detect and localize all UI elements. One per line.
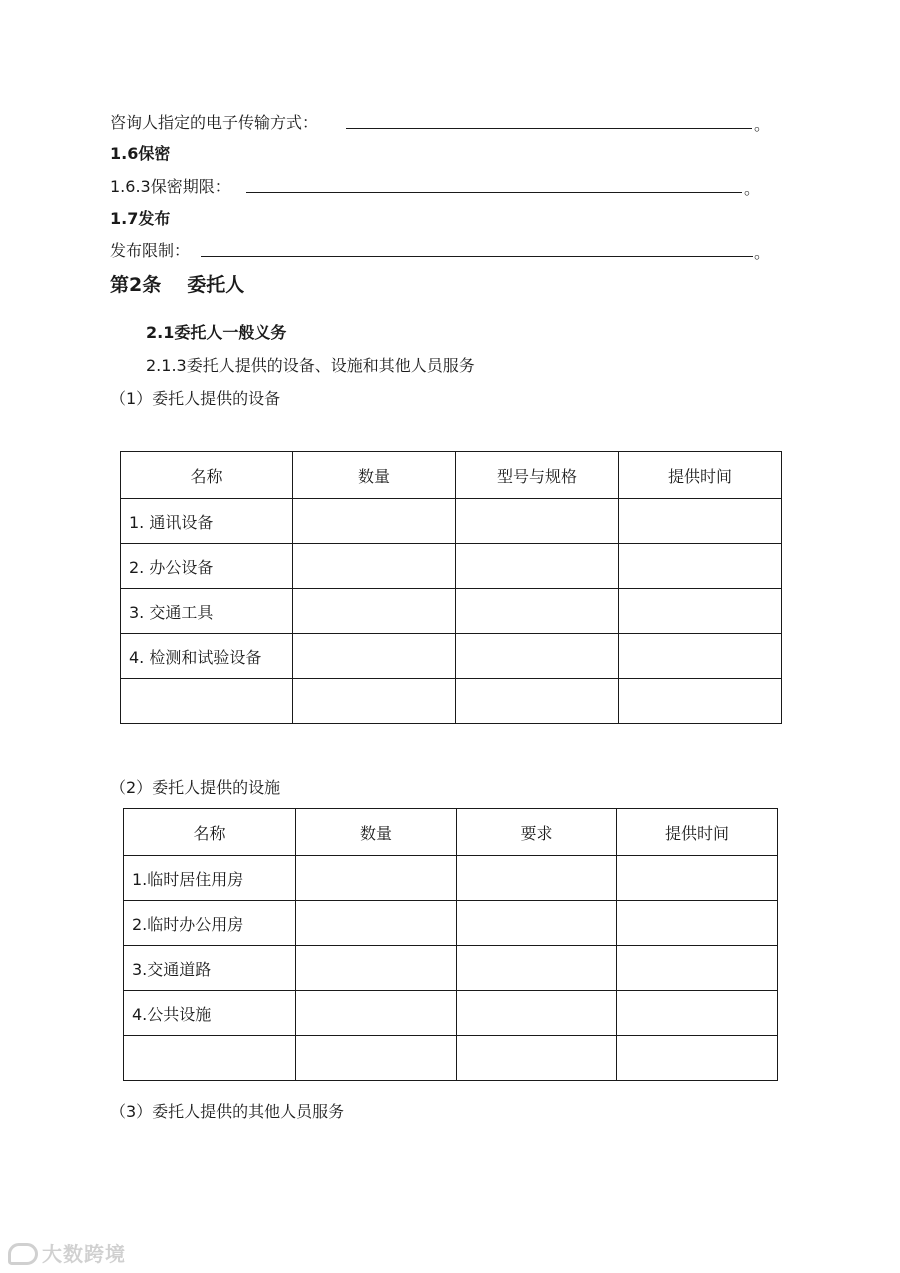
table-row (124, 946, 778, 991)
row-label: 2.临时办公用房 (124, 901, 296, 946)
table-cell (617, 856, 778, 901)
table-row (124, 901, 778, 946)
table-row (124, 856, 778, 901)
article-2-name: 委托人 (187, 274, 245, 296)
column-header: 要求 (457, 809, 617, 856)
table-cell (617, 991, 778, 1036)
table-cell (293, 679, 456, 724)
row-label (124, 1036, 296, 1081)
table-cell (456, 499, 619, 544)
publish-limit-label: 发布限制： (110, 241, 191, 260)
table-cell (293, 499, 456, 544)
table-cell (617, 901, 778, 946)
column-header: 提供时间 (617, 809, 778, 856)
facilities-caption: （2）委托人提供的设施 (110, 778, 281, 797)
table-cell (293, 589, 456, 634)
row-label (121, 679, 293, 724)
column-header: 名称 (121, 452, 293, 499)
transmission-line (110, 112, 318, 134)
table-cell (619, 679, 782, 724)
table-cell (457, 1036, 617, 1081)
article-2-title (110, 274, 244, 296)
watermark (8, 1238, 126, 1267)
table-cell (619, 544, 782, 589)
general-duties-heading: 2.1委托人一般义务 (146, 323, 287, 342)
table-cell (293, 634, 456, 679)
table-cell (293, 544, 456, 589)
table-cell (296, 946, 457, 991)
publish-limit-end: 。 (754, 243, 771, 262)
table-cell (296, 901, 457, 946)
table-cell (456, 634, 619, 679)
table-row (124, 1036, 778, 1081)
row-label: 4.公共设施 (124, 991, 296, 1036)
provided-items-heading: 2.1.3委托人提供的设备、设施和其他人员服务 (146, 356, 475, 375)
transmission-blank (346, 128, 752, 129)
table-cell (619, 499, 782, 544)
secrecy-heading: 1.6保密 (110, 144, 171, 163)
table-row (121, 499, 782, 544)
table-cell (296, 856, 457, 901)
publish-limit-blank (201, 256, 753, 257)
table-cell (619, 634, 782, 679)
table-header-row (124, 809, 778, 856)
transmission-end: 。 (754, 115, 771, 134)
watermark-text: 大数跨境 (42, 1242, 126, 1266)
table-cell (456, 544, 619, 589)
column-header: 型号与规格 (456, 452, 619, 499)
publish-heading: 1.7发布 (110, 209, 171, 228)
row-label: 4. 检测和试验设备 (121, 634, 293, 679)
row-label: 3. 交通工具 (121, 589, 293, 634)
services-caption: （3）委托人提供的其他人员服务 (110, 1102, 345, 1121)
row-label: 1. 通讯设备 (121, 499, 293, 544)
row-label: 2. 办公设备 (121, 544, 293, 589)
secrecy-period-end: 。 (744, 179, 761, 198)
table-cell (457, 991, 617, 1036)
table-row (121, 544, 782, 589)
table-cell (456, 589, 619, 634)
column-header: 名称 (124, 809, 296, 856)
row-label: 1.临时居住用房 (124, 856, 296, 901)
table-header-row (121, 452, 782, 499)
column-header: 提供时间 (619, 452, 782, 499)
column-header: 数量 (293, 452, 456, 499)
equipment-caption: （1）委托人提供的设备 (110, 389, 281, 408)
table-row (121, 589, 782, 634)
equipment-table (120, 451, 782, 724)
table-cell (617, 1036, 778, 1081)
table-cell (619, 589, 782, 634)
article-2-number: 第2条 (110, 274, 162, 296)
column-header: 数量 (296, 809, 457, 856)
secrecy-period-label: 1.6.3保密期限： (110, 177, 231, 196)
speech-bubble-logo-icon (8, 1243, 38, 1265)
table-cell (456, 679, 619, 724)
table-cell (296, 991, 457, 1036)
table-row (121, 679, 782, 724)
table-row (121, 634, 782, 679)
transmission-label: 咨询人指定的电子传输方式： (110, 113, 319, 132)
table-cell (617, 946, 778, 991)
secrecy-period-blank (246, 192, 742, 193)
row-label: 3.交通道路 (124, 946, 296, 991)
table-cell (296, 1036, 457, 1081)
table-cell (457, 856, 617, 901)
table-row (124, 991, 778, 1036)
table-cell (457, 946, 617, 991)
table-cell (457, 901, 617, 946)
facilities-table (123, 808, 778, 1081)
